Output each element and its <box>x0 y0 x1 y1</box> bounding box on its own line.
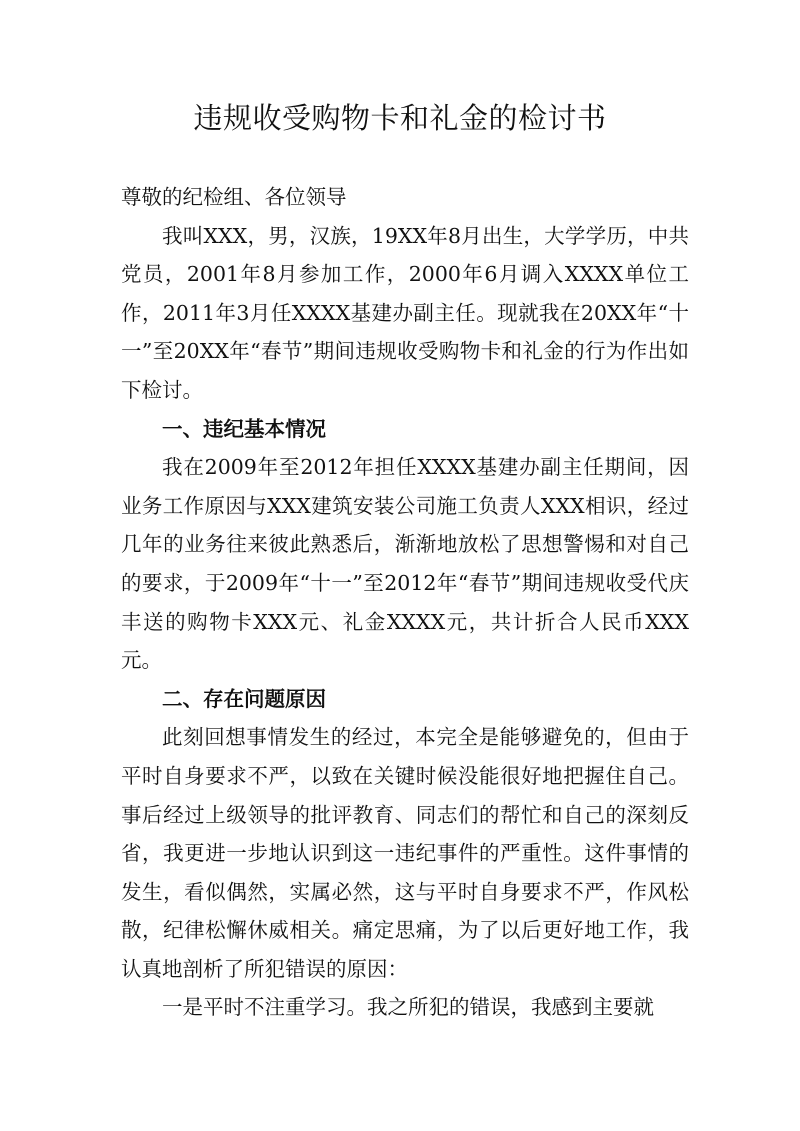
intro-paragraph: 我叫XXX，男，汉族，19XX年8月出生，大学学历，中共党员，2001年8月参加工作，2000年6月调入XXXX单位工作，2011年3月任XXXX基建办副主任。现就我在20XX年“十一”至20XX年“春节”期间违规收受购物卡和礼金的行为作出如下检讨。 <box>121 223 689 402</box>
cause-point-one: 一是平时不注重学习。我之所犯的错误，我感到主要就 <box>162 995 654 1020</box>
problem-causes-paragraph: 此刻回想事情发生的经过，本完全是能够避免的，但由于平时自身要求不严，以致在关键时候没能很好地把握住自己。事后经过上级领导的批评教育、同志们的帮忙和自己的深刻反省，我更进一步地认识到这一违纪事件的严重性。这件事情的发生，看似偶然，实属必然，这与平时自身要求不严，作风松散，纪律松懈休威相关。痛定思痛，为了以后更好地工作，我认真地剖析了所犯错误的原因： <box>121 725 689 981</box>
violation-facts-paragraph: 我在2009年至2012年担任XXXX基建办副主任期间，因业务工作原因与XXX建筑安装公司施工负责人XXX相识，经过几年的业务往来彼此熟悉后，渐渐地放松了思想警惕和对自己的要求，于2009年“十一”至2012年“春节”期间违规收受代庆丰送的购物卡XXX元、礼金XXXX元，共计折合人民币XXX元。 <box>121 455 689 673</box>
document-title: 违规收受购物卡和礼金的检讨书 <box>193 101 607 135</box>
section-heading-violation-facts: 一、违纪基本情况 <box>162 416 326 441</box>
section-heading-problem-causes: 二、存在问题原因 <box>162 686 326 711</box>
document-body <box>121 178 689 1027</box>
salutation: 尊敬的纪检组、各位领导 <box>121 185 347 209</box>
